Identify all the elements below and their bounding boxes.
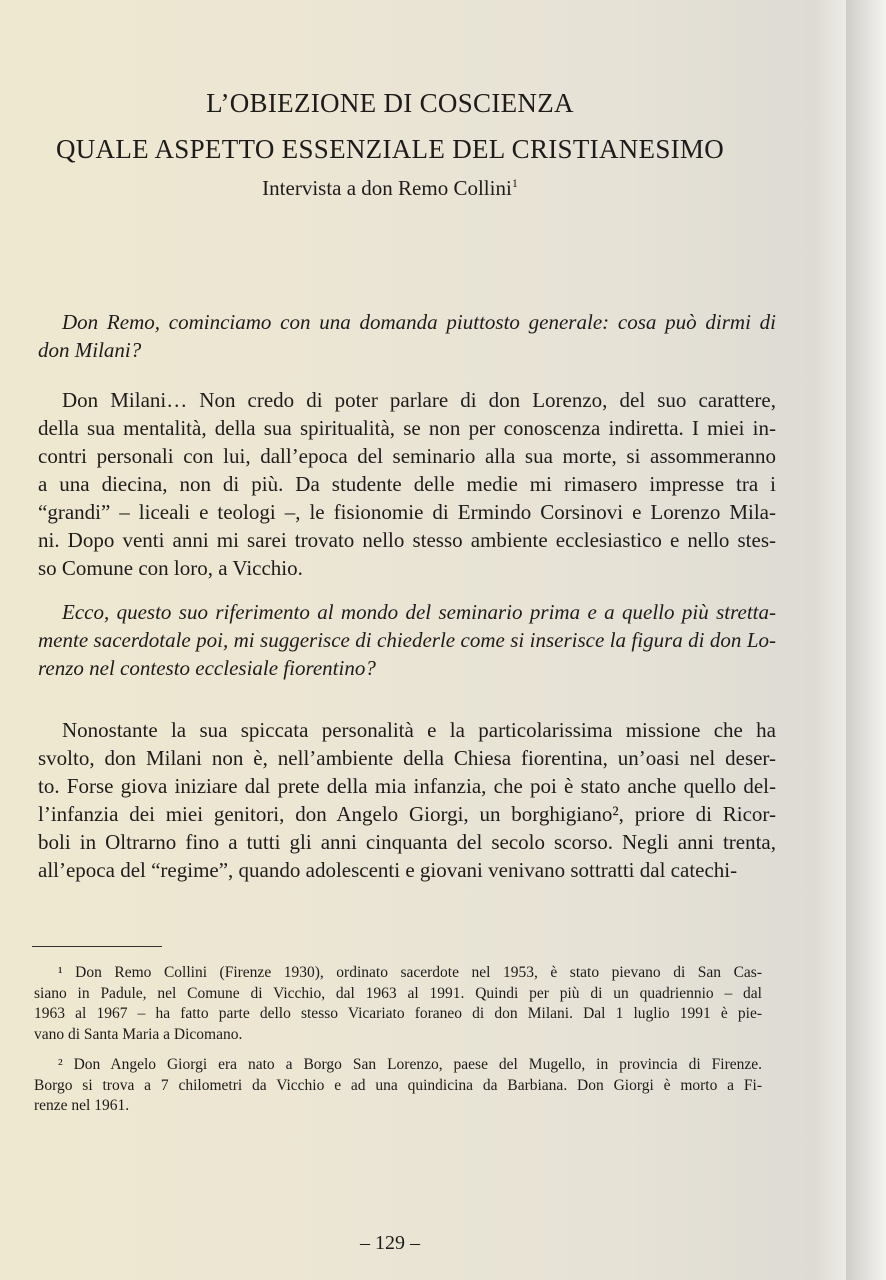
text-line: ² Don Angelo Giorgi era nato a Borgo San Lorenzo, paese del Mugello, in provincia di Firenze. <box>58 1056 762 1073</box>
subtitle-text: Intervista a don Remo Collini <box>262 176 512 200</box>
text-line: Nonostante la sua spiccata personalità e la particolarissima missione che ha <box>62 718 776 742</box>
text-line: Don Milani… Non credo di poter parlare di don Lorenzo, del suo carattere, <box>62 388 776 412</box>
chapter-subtitle <box>0 176 780 201</box>
text-line: siano in Padule, nel Comune di Vicchio, dal 1963 al 1991. Quindi per più di un quadriennio – dal <box>34 984 762 1002</box>
text-line: so Comune con loro, a Vicchio. <box>38 556 303 580</box>
answer-1 <box>38 386 776 582</box>
page-number: – 129 – <box>360 1232 420 1254</box>
chapter-title-line-2: QUALE ASPETTO ESSENZIALE DEL CRISTIANESIMO <box>55 134 725 164</box>
text-line: don Milani? <box>38 338 142 362</box>
text-line: Don Remo, cominciamo con una domanda piuttosto generale: cosa può dirmi di <box>62 310 776 334</box>
text-line: a una diecina, non di più. Da studente delle medie mi rimasero impresse tra i <box>38 472 776 496</box>
text-line: ni. Dopo venti anni mi sarei trovato nello stesso ambiente ecclesiastico e nello stes- <box>38 528 776 552</box>
text-line: mente sacerdotale poi, mi suggerisce di chiederle come si inserisce la figura di don Lo- <box>38 628 776 652</box>
text-line: della sua mentalità, della sua spiritualità, se non per conoscenza indiretta. I miei in- <box>38 416 776 440</box>
text-line: contri personali con lui, dall’epoca del seminario alla sua morte, si assommeranno <box>38 444 776 468</box>
footnote-rule <box>32 946 162 947</box>
text-line: Ecco, questo suo riferimento al mondo del seminario prima e a quello più stretta- <box>62 600 776 624</box>
text-line: “grandi” – liceali e teologi –, le fisionomie di Ermindo Corsinovi e Lorenzo Mila- <box>38 500 776 524</box>
text-line: svolto, don Milani non è, nell’ambiente della Chiesa fiorentina, un’oasi nel deser- <box>38 746 776 770</box>
footnote-2 <box>34 1055 762 1117</box>
page-edge <box>846 0 886 1280</box>
footnote-ref: 1 <box>511 176 518 190</box>
text-line: ¹ Don Remo Collini (Firenze 1930), ordinato sacerdote nel 1953, è stato pievano di San Cas- <box>58 964 762 981</box>
question-1 <box>38 308 776 364</box>
text-line: boli in Oltrarno fino a tutti gli anni cinquanta del secolo scorso. Negli anni trenta, <box>38 830 776 854</box>
text-line: vano di Santa Maria a Dicomano. <box>34 1025 243 1043</box>
footnote-1 <box>34 963 762 1045</box>
text-line: to. Forse giova iniziare dal prete della mia infanzia, che poi è stato anche quello del- <box>38 774 776 798</box>
text-line: renzo nel contesto ecclesiale fiorentino? <box>38 656 376 680</box>
text-line: 1963 al 1967 – ha fatto parte dello stesso Vicariato foraneo di don Milani. Dal 1 luglio 1991 è pie- <box>34 1005 762 1022</box>
text-line: all’epoca del “regime”, quando adolescenti e giovani venivano sottratti dal catechi- <box>38 858 738 882</box>
text-line: l’infanzia dei miei genitori, don Angelo Giorgi, un borghigiano², priore di Ricor- <box>38 802 776 826</box>
text-line: Borgo si trova a 7 chilometri da Vicchio e ad una quindicina da Barbiana. Don Giorgi è morto a Fi- <box>34 1076 762 1094</box>
text-line: renze nel 1961. <box>34 1097 130 1114</box>
answer-2 <box>38 716 776 884</box>
chapter-title-line-1: L’OBIEZIONE DI COSCIENZA <box>206 88 574 118</box>
question-2 <box>38 598 776 682</box>
